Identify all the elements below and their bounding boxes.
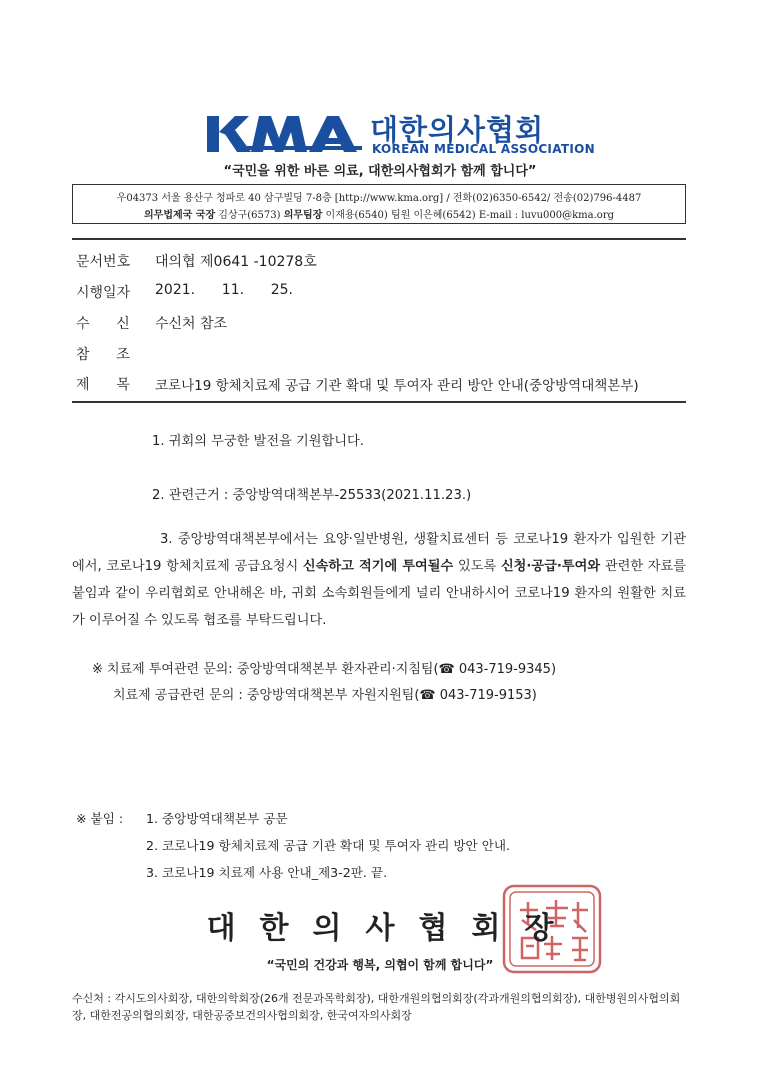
- recipient-label: 수 신: [76, 316, 130, 332]
- subject-label: 제 목: [76, 377, 130, 393]
- header-slogan: “국민을 위한 바른 의료, 대한의사협회가 함께 합니다”: [223, 164, 537, 179]
- p3-bold-2: 신청·공급·투여와: [500, 559, 601, 574]
- attachment-item: 3. 코로나19 치료제 사용 안내_제3-2판. 끝.: [146, 865, 388, 880]
- kma-logo: [207, 112, 362, 156]
- doc-number-label: 문서번호: [76, 254, 131, 270]
- contact-line: 우04373 서울 용산구 청파로 40 삼구빌딩 7-8층 [http://www.kma.org] / 전화(02)6350-6542/ 전송(02)796-4487: [116, 193, 642, 204]
- reference-label: 참 조: [76, 347, 130, 363]
- attachment-item: 2. 코로나19 항체치료제 공급 기관 확대 및 투여자 관리 방안 안내.: [146, 838, 511, 853]
- p3-text-a: 3. 중앙방역대책본부에서는 요양·일반병원, 생활치료센터 등 코로나19 환자가 입원한 기관에서, 코로나19 항체치료제 공급요청시: [72, 532, 686, 574]
- paragraph-2: 2. 관련근거 : 중앙방역대책본부-25533(2021.11.23.): [152, 488, 472, 503]
- paragraph-3: [72, 526, 686, 634]
- date-label: 시행일자: [76, 285, 131, 301]
- subject: 코로나19 항체치료제 공급 기관 확대 및 투여자 관리 방안 안내(중앙방역대책본부): [155, 378, 639, 394]
- p3-text-d: 관련한 자료를 붙임과 같이 우리협회로 안내해온 바, 귀회 소속회원들에게 널리 안내하시어 코로나19 환자의 원활한 치료가 이루어질 수 있도록 협조를 부탁드립니다.: [72, 559, 687, 628]
- recipient: 수신처 참조: [155, 316, 228, 332]
- staff-names: 이재용(6540) 팀원 이은혜(6542) E-mail : luvu000@kma.org: [325, 210, 614, 221]
- attachment-item: 1. 중앙방역대책본부 공문: [146, 811, 288, 826]
- kma-korean-name: 대한의사협회: [370, 113, 545, 147]
- doc-number: 대의협 제0641 -10278호: [155, 254, 317, 270]
- footer-slogan: “국민의 건강과 행복, 의협이 함께 합니다”: [266, 958, 494, 972]
- recipient-list: 수신처 : 각시도의사회장, 대한의학회장(26개 전문과목학회장), 대한개원의협의회장(각과개원의협의회장), 대한병원의사협의회장, 대한전공의협의회장, 대한공중보건의사협의회장, 한국여자의사회장: [72, 992, 681, 1022]
- attachment-label: ※ 붙임 :: [76, 811, 124, 826]
- header-bottom-rule: [72, 401, 686, 403]
- signature-title: 대한의사협회장: [206, 911, 578, 946]
- issue-date: 2021. 11. 25.: [155, 282, 294, 298]
- department-label: 의무법제국 국장: [144, 210, 216, 221]
- p3-text-c: 있도록: [453, 559, 501, 574]
- p3-bold-1: 신속하고 적기에 투여될수: [302, 559, 454, 574]
- team-label: 의무팀장: [283, 210, 323, 221]
- staff-line: [72, 206, 686, 221]
- kma-english-name: KOREAN MEDICAL ASSOCIATION: [372, 142, 595, 156]
- paragraph-1: 1. 귀회의 무궁한 발전을 기원합니다.: [152, 434, 364, 449]
- inquiry-note-2: 치료제 공급관련 문의 : 중앙방역대책본부 자원지원팀(☎ 043-719-9153): [113, 688, 537, 703]
- director-name: 김상구(6573): [218, 210, 281, 221]
- inquiry-note-1: ※ 치료제 투여관련 문의: 중앙방역대책본부 환자관리·지침팀(☎ 043-719-9345): [92, 662, 557, 677]
- top-rule: [72, 238, 686, 240]
